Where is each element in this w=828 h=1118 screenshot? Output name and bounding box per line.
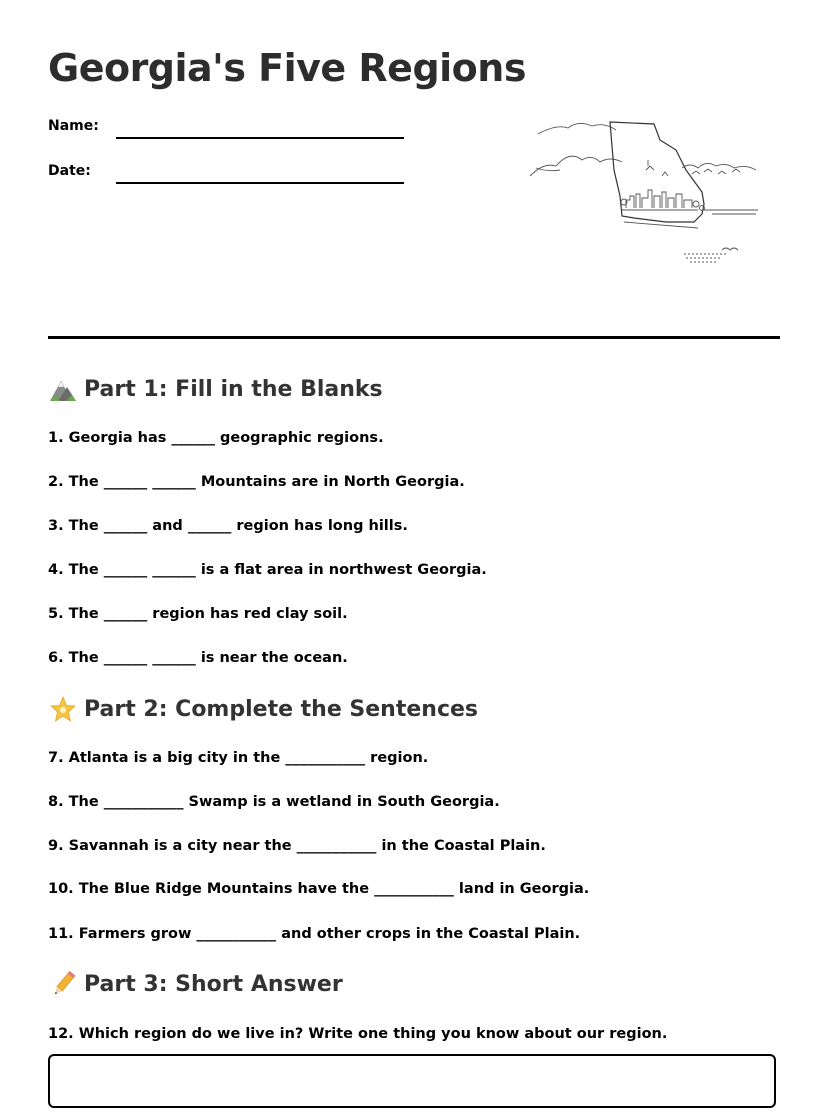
question-9[interactable]: 9. Savannah is a city near the ___________ in the Coastal Plain. [48, 838, 546, 854]
name-line[interactable] [116, 137, 404, 139]
question-4[interactable]: 4. The ______ ______ is a flat area in northwest Georgia. [48, 562, 487, 578]
name-label: Name: [48, 118, 99, 134]
date-field[interactable] [48, 163, 408, 193]
date-line[interactable] [116, 182, 404, 184]
question-6[interactable]: 6. The ______ ______ is near the ocean. [48, 650, 348, 666]
part2-heading-text: Part 2: Complete the Sentences [84, 696, 479, 722]
question-5[interactable]: 5. The ______ region has red clay soil. [48, 606, 348, 622]
page-title: Georgia's Five Regions [48, 46, 526, 90]
part3-heading-text: Part 3: Short Answer [84, 971, 343, 997]
part1-heading-text: Part 1: Fill in the Blanks [84, 376, 383, 402]
question-12: 12. Which region do we live in? Write one thing you know about our region. [48, 1026, 668, 1042]
pencil-icon [48, 970, 78, 998]
question-1[interactable]: 1. Georgia has ______ geographic regions. [48, 430, 384, 446]
part1-heading [48, 374, 383, 404]
question-8[interactable]: 8. The ___________ Swamp is a wetland in South Georgia. [48, 794, 500, 810]
divider [48, 336, 780, 339]
question-10[interactable]: 10. The Blue Ridge Mountains have the ___________ land in Georgia. [48, 881, 590, 897]
question-3[interactable]: 3. The ______ and ______ region has long hills. [48, 518, 408, 534]
mountain-icon [48, 375, 78, 403]
question-2[interactable]: 2. The ______ ______ Mountains are in North Georgia. [48, 474, 465, 490]
question-7[interactable]: 7. Atlanta is a big city in the ___________ region. [48, 750, 429, 766]
name-field[interactable] [48, 118, 408, 148]
star-icon [48, 695, 78, 723]
georgia-map-illustration [526, 110, 766, 270]
date-label: Date: [48, 163, 91, 179]
part3-heading [48, 969, 343, 999]
answer-box[interactable] [48, 1054, 776, 1108]
question-11[interactable]: 11. Farmers grow ___________ and other crops in the Coastal Plain. [48, 926, 581, 942]
part2-heading [48, 694, 478, 724]
